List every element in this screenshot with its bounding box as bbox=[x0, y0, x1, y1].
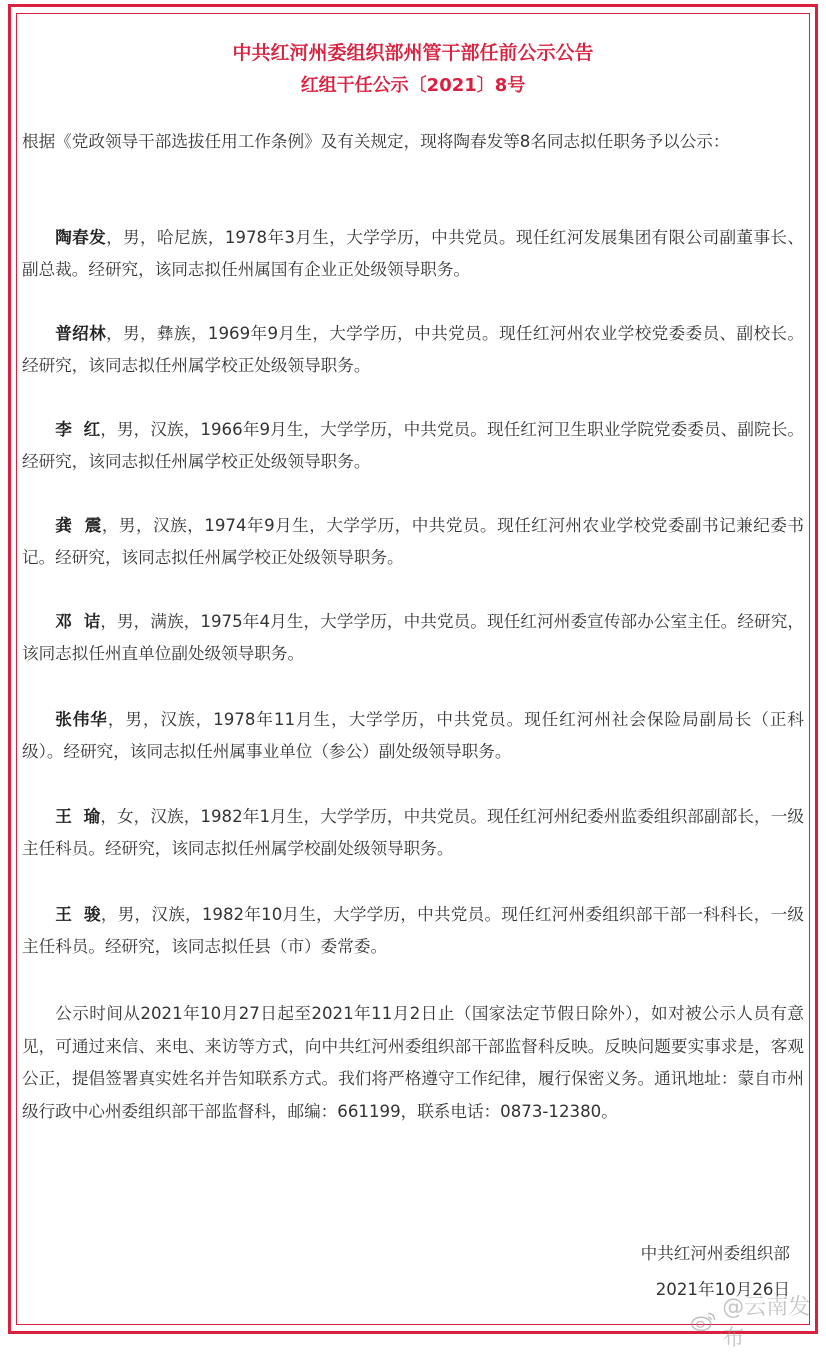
weibo-watermark bbox=[690, 1295, 826, 1351]
notice-paragraph: 公示时间从2021年10月27日起至2021年11月2日止（国家法定节假日除外），如对被公示人员有意见，可通过来信、来电、来访等方式，向中共红河州委组织部干部监督科反映。反映问题要实事求是，客观公正，提倡签署真实姓名并告知联系方式。我们将严格遵守工作纪律，履行保密义务。通讯地址：蒙自市州级行政中心州委组织部干部监督科，邮编：661199，联系电话：0873-12380。 bbox=[22, 1004, 804, 1121]
candidate-paragraph bbox=[22, 510, 804, 574]
document-title: 中共红河州委组织部州管干部任前公示公告 bbox=[232, 42, 594, 64]
candidate-name: 邓 诘 bbox=[55, 612, 101, 631]
candidate-details: ，男，汉族，1982年10月生，大学学历，中共党员。现任红河州委组织部干部一科科长，一级主任科员。经研究，该同志拟任县（市）委常委。 bbox=[22, 905, 804, 956]
candidate-paragraph bbox=[22, 899, 804, 963]
candidate-details: ，女，汉族，1982年1月生，大学学历，中共党员。现任红河州纪委州监委组织部副部长，一级主任科员。经研究，该同志拟任州属学校副处级领导职务。 bbox=[22, 807, 804, 858]
candidate-details: ，男，汉族，1974年9月生，大学学历，中共党员。现任红河州农业学校党委副书记兼纪委书记。经研究，该同志拟任州属学校正处级领导职务。 bbox=[22, 516, 804, 567]
candidate-name: 张伟华 bbox=[55, 710, 108, 729]
weibo-icon bbox=[690, 1309, 718, 1333]
candidate-paragraph bbox=[22, 222, 804, 286]
intro-paragraph: 根据《党政领导干部选拔任用工作条例》及有关规定，现将陶春发等8名同志拟任职务予以公示： bbox=[22, 132, 730, 151]
candidate-paragraph bbox=[22, 704, 804, 768]
watermark-text: @云南发布 bbox=[722, 1295, 811, 1351]
signature-date: 2021年10月26日 bbox=[655, 1280, 790, 1299]
candidate-paragraph bbox=[22, 414, 804, 478]
candidate-name: 王 骏 bbox=[55, 905, 101, 924]
candidate-details: ，男，哈尼族，1978年3月生，大学学历，中共党员。现任红河发展集团有限公司副董事长、副总裁。经研究，该同志拟任州属国有企业正处级领导职务。 bbox=[22, 228, 804, 279]
candidate-paragraph bbox=[22, 606, 804, 670]
candidate-details: ，男，彝族，1969年9月生，大学学历，中共党员。现任红河州农业学校党委委员、副校长。经研究，该同志拟任州属学校正处级领导职务。 bbox=[22, 324, 804, 375]
candidate-name: 普绍林 bbox=[55, 324, 107, 343]
candidate-details: ，男，汉族，1978年11月生，大学学历，中共党员。现任红河州社会保险局副局长（正科级）。经研究，该同志拟任州属事业单位（参公）副处级领导职务。 bbox=[22, 710, 805, 761]
candidate-name: 陶春发 bbox=[55, 228, 107, 247]
signature-org: 中共红河州委组织部 bbox=[640, 1244, 790, 1263]
candidate-paragraph bbox=[22, 318, 804, 382]
candidate-name: 李 红 bbox=[55, 420, 101, 439]
candidate-paragraph bbox=[22, 801, 804, 865]
candidate-name: 王 瑜 bbox=[55, 807, 101, 826]
candidate-details: ，男，汉族，1966年9月生，大学学历，中共党员。现任红河卫生职业学院党委委员、副院长。经研究，该同志拟任州属学校正处级领导职务。 bbox=[22, 420, 804, 471]
candidate-details: ，男，满族，1975年4月生，大学学历，中共党员。现任红河州委宣传部办公室主任。经研究，该同志拟任州直单位副处级领导职务。 bbox=[22, 612, 804, 663]
document-number: 红组干任公示〔2021〕8号 bbox=[300, 75, 526, 96]
candidate-name: 龚 震 bbox=[55, 516, 102, 535]
